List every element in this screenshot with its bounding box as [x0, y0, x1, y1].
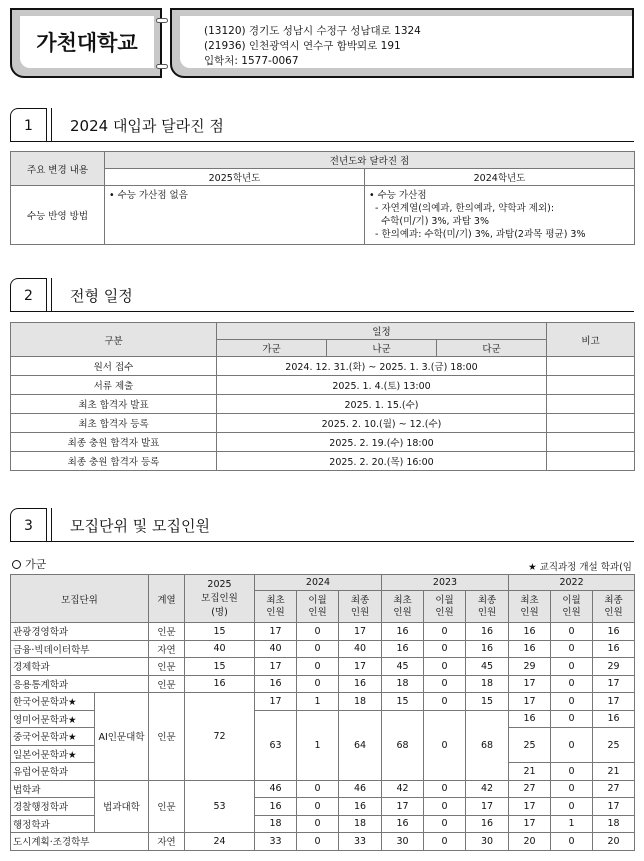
teaching-course-note: ★ 교직과정 개설 학과(임 [528, 562, 632, 573]
count-cell: 17 [593, 798, 635, 816]
count-cell: 16 [339, 675, 382, 693]
unit-name: 중국어문학과★ [11, 728, 95, 746]
table-row [11, 623, 635, 641]
count-cell: 16 [509, 640, 551, 658]
field-cell: 인문 [149, 623, 185, 641]
row-label: 수능 반영 방법 [11, 186, 105, 245]
field-cell: 자연 [149, 833, 185, 851]
unit-name: 유럽어문학과 [11, 763, 95, 781]
address-line-1: (13120) 경기도 성남시 수정구 성남대로 1324 [204, 25, 421, 37]
unit-name: 행정학과 [11, 815, 95, 833]
quota-2025: 40 [185, 640, 255, 658]
count-cell: 0 [424, 710, 466, 780]
schedule-note [547, 376, 635, 395]
count-cell: 16 [509, 710, 551, 728]
count-cell: 64 [339, 710, 382, 780]
col-date: 일정 [217, 323, 547, 340]
cell-2024 [365, 186, 635, 245]
quota-2025: 15 [185, 658, 255, 676]
schedule-date: 2025. 1. 4.(토) 13:00 [217, 376, 547, 395]
count-cell: 17 [509, 798, 551, 816]
count-cell: 25 [593, 728, 635, 763]
field-cell: 인문 [149, 658, 185, 676]
quota-2025: 16 [185, 675, 255, 693]
count-cell: 16 [509, 623, 551, 641]
quota-2025: 72 [185, 693, 255, 781]
count-cell: 42 [466, 780, 509, 798]
schedule-label: 원서 접수 [11, 357, 217, 376]
count-cell: 33 [339, 833, 382, 851]
count-cell: 16 [466, 640, 509, 658]
count-cell: 45 [466, 658, 509, 676]
section-title: 모집단위 및 모집인원 [70, 516, 210, 535]
col-type: 구분 [11, 323, 217, 357]
count-cell: 0 [551, 798, 593, 816]
group-na: 나군 [327, 340, 437, 357]
schedule-note [547, 395, 635, 414]
schedule-label: 최초 합격자 등록 [11, 414, 217, 433]
table-row [11, 833, 635, 851]
count-cell: 46 [255, 780, 297, 798]
count-cell: 0 [551, 640, 593, 658]
field-cell: 인문 [149, 780, 185, 833]
count-cell: 33 [255, 833, 297, 851]
count-cell: 40 [255, 640, 297, 658]
count-cell: 30 [382, 833, 424, 851]
university-name: 가천대학교 [36, 31, 138, 55]
sub-header: 이월 인원 [551, 591, 593, 623]
count-cell: 16 [382, 623, 424, 641]
changes-table [10, 151, 635, 245]
count-cell: 18 [593, 815, 635, 833]
count-cell: 0 [424, 675, 466, 693]
group-ga: 가군 [217, 340, 327, 357]
schedule-row [11, 414, 635, 433]
sub-header: 최초 인원 [509, 591, 551, 623]
count-cell: 21 [509, 763, 551, 781]
count-cell: 25 [509, 728, 551, 763]
count-cell: 17 [255, 623, 297, 641]
count-cell: 0 [424, 693, 466, 711]
count-cell: 17 [509, 815, 551, 833]
table-row [11, 658, 635, 676]
col-unit: 모집단위 [11, 575, 149, 623]
count-cell: 0 [424, 658, 466, 676]
count-cell: 16 [382, 815, 424, 833]
section-2-heading [10, 278, 634, 312]
contact-box [170, 8, 634, 78]
schedule-date: 2025. 1. 15.(수) [217, 395, 547, 414]
count-cell: 0 [424, 833, 466, 851]
recruitment-table [10, 574, 635, 851]
unit-name: 법학과 [11, 780, 95, 798]
count-cell: 15 [466, 693, 509, 711]
count-cell: 68 [382, 710, 424, 780]
section-title: 2024 대입과 달라진 점 [70, 116, 224, 135]
col-note: 비고 [547, 323, 635, 357]
col-year-2024: 2024 [255, 575, 382, 591]
col-field: 계열 [149, 575, 185, 623]
count-cell: 0 [297, 675, 339, 693]
count-cell: 18 [339, 693, 382, 711]
count-cell: 42 [382, 780, 424, 798]
count-cell: 0 [297, 623, 339, 641]
count-cell: 63 [255, 710, 297, 780]
schedule-date: 2025. 2. 19.(수) 18:00 [217, 433, 547, 452]
university-name-box [10, 8, 162, 78]
count-cell: 17 [509, 675, 551, 693]
count-cell: 0 [551, 675, 593, 693]
count-cell: 17 [509, 693, 551, 711]
count-cell: 46 [339, 780, 382, 798]
schedule-row [11, 452, 635, 471]
schedule-note [547, 452, 635, 471]
count-cell: 16 [339, 798, 382, 816]
schedule-date: 2025. 2. 10.(월) ~ 12.(수) [217, 414, 547, 433]
count-cell: 18 [466, 675, 509, 693]
circle-icon [12, 560, 21, 569]
college-cell: AI인문대학 [95, 693, 149, 781]
change-item: - 자연계열(의예과, 한의예과, 약학과 제외): [369, 203, 555, 214]
group-da: 다군 [437, 340, 547, 357]
schedule-label: 서류 제출 [11, 376, 217, 395]
field-cell: 인문 [149, 693, 185, 781]
count-cell: 18 [382, 675, 424, 693]
col-main: 주요 변경 내용 [11, 152, 105, 186]
phone-line: 입학처: 1577-0067 [204, 55, 299, 67]
field-cell: 자연 [149, 640, 185, 658]
count-cell: 17 [382, 798, 424, 816]
section-1-heading [10, 108, 634, 142]
count-cell: 17 [593, 693, 635, 711]
section-3-heading [10, 508, 634, 542]
sub-header: 이월 인원 [424, 591, 466, 623]
unit-name: 금융·빅데이터학부 [11, 640, 149, 658]
change-item: • 수능 가산점 없음 [109, 190, 188, 201]
address-line-2: (21936) 인천광역시 연수구 함박뫼로 191 [204, 40, 401, 52]
group-label: 가군 [12, 556, 46, 572]
count-cell: 16 [382, 640, 424, 658]
count-cell: 27 [509, 780, 551, 798]
sub-header: 최종 인원 [339, 591, 382, 623]
count-cell: 0 [297, 640, 339, 658]
count-cell: 29 [509, 658, 551, 676]
unit-name: 응용통계학과 [11, 675, 149, 693]
count-cell: 0 [551, 623, 593, 641]
schedule-row [11, 376, 635, 395]
college-cell: 법과대학 [95, 780, 149, 833]
count-cell: 0 [551, 780, 593, 798]
table-row [11, 640, 635, 658]
count-cell: 1 [551, 815, 593, 833]
unit-name: 영미어문학과★ [11, 710, 95, 728]
section-number: 3 [10, 508, 46, 542]
schedule-table [10, 322, 635, 471]
unit-name: 경찰행정학과 [11, 798, 95, 816]
count-cell: 0 [297, 798, 339, 816]
count-cell: 40 [339, 640, 382, 658]
count-cell: 17 [466, 798, 509, 816]
count-cell: 17 [255, 658, 297, 676]
binder-ring-icon [156, 64, 168, 69]
schedule-label: 최초 합격자 발표 [11, 395, 217, 414]
count-cell: 17 [593, 675, 635, 693]
count-cell: 16 [593, 710, 635, 728]
col-2025: 2025학년도 [105, 169, 365, 186]
count-cell: 27 [593, 780, 635, 798]
count-cell: 0 [551, 693, 593, 711]
count-cell: 45 [382, 658, 424, 676]
schedule-row [11, 357, 635, 376]
count-cell: 0 [297, 815, 339, 833]
sub-header: 최종 인원 [593, 591, 635, 623]
count-cell: 18 [339, 815, 382, 833]
count-cell: 0 [551, 833, 593, 851]
count-cell: 16 [466, 623, 509, 641]
count-cell: 0 [424, 640, 466, 658]
change-item: 수학(미/기) 3%, 과탐 3% [369, 216, 489, 227]
schedule-note [547, 414, 635, 433]
sub-header: 최초 인원 [255, 591, 297, 623]
table-row [11, 693, 635, 711]
count-cell: 16 [255, 675, 297, 693]
schedule-label: 최종 충원 합격자 발표 [11, 433, 217, 452]
count-cell: 17 [339, 658, 382, 676]
count-cell: 0 [424, 623, 466, 641]
unit-name: 경제학과 [11, 658, 149, 676]
col-compare: 전년도와 달라진 점 [105, 152, 635, 169]
schedule-note [547, 357, 635, 376]
count-cell: 0 [424, 798, 466, 816]
section-number: 1 [10, 108, 46, 142]
count-cell: 20 [593, 833, 635, 851]
binder-ring-icon [156, 18, 168, 23]
schedule-row [11, 433, 635, 452]
count-cell: 0 [424, 780, 466, 798]
table-row [11, 675, 635, 693]
unit-name: 도시계획·조경학부 [11, 833, 149, 851]
count-cell: 0 [297, 833, 339, 851]
count-cell: 15 [382, 693, 424, 711]
change-item: - 한의예과: 수학(미/기) 3%, 과탐(2과목 평균) 3% [369, 229, 586, 240]
schedule-note [547, 433, 635, 452]
unit-name: 한국어문학과★ [11, 693, 95, 711]
count-cell: 18 [255, 815, 297, 833]
schedule-date: 2025. 2. 20.(목) 16:00 [217, 452, 547, 471]
count-cell: 16 [593, 623, 635, 641]
count-cell: 29 [593, 658, 635, 676]
quota-2025: 15 [185, 623, 255, 641]
col-year-2022: 2022 [509, 575, 635, 591]
cell-2025 [105, 186, 365, 245]
count-cell: 0 [551, 728, 593, 763]
count-cell: 0 [551, 658, 593, 676]
change-item: • 수능 가산점 [369, 190, 427, 201]
count-cell: 0 [551, 710, 593, 728]
count-cell: 30 [466, 833, 509, 851]
schedule-date: 2024. 12. 31.(화) ~ 2025. 1. 3.(금) 18:00 [217, 357, 547, 376]
section-number: 2 [10, 278, 46, 312]
count-cell: 1 [297, 710, 339, 780]
quota-2025: 53 [185, 780, 255, 833]
table-row [11, 780, 635, 798]
field-cell: 인문 [149, 675, 185, 693]
count-cell: 20 [509, 833, 551, 851]
count-cell: 17 [255, 693, 297, 711]
col-2025: 2025 모집인원 (명) [185, 575, 255, 623]
count-cell: 16 [593, 640, 635, 658]
col-year-2023: 2023 [382, 575, 509, 591]
count-cell: 16 [466, 815, 509, 833]
section-title: 전형 일정 [70, 286, 133, 305]
schedule-row [11, 395, 635, 414]
schedule-label: 최종 충원 합격자 등록 [11, 452, 217, 471]
sub-header: 이월 인원 [297, 591, 339, 623]
quota-2025: 24 [185, 833, 255, 851]
count-cell: 0 [297, 780, 339, 798]
sub-header: 최초 인원 [382, 591, 424, 623]
count-cell: 0 [297, 658, 339, 676]
count-cell: 16 [255, 798, 297, 816]
unit-name: 일본어문학과★ [11, 745, 95, 763]
sub-header: 최종 인원 [466, 591, 509, 623]
count-cell: 17 [339, 623, 382, 641]
unit-name: 관광경영학과 [11, 623, 149, 641]
count-cell: 68 [466, 710, 509, 780]
col-2024: 2024학년도 [365, 169, 635, 186]
count-cell: 21 [593, 763, 635, 781]
count-cell: 0 [424, 815, 466, 833]
count-cell: 0 [551, 763, 593, 781]
count-cell: 1 [297, 693, 339, 711]
